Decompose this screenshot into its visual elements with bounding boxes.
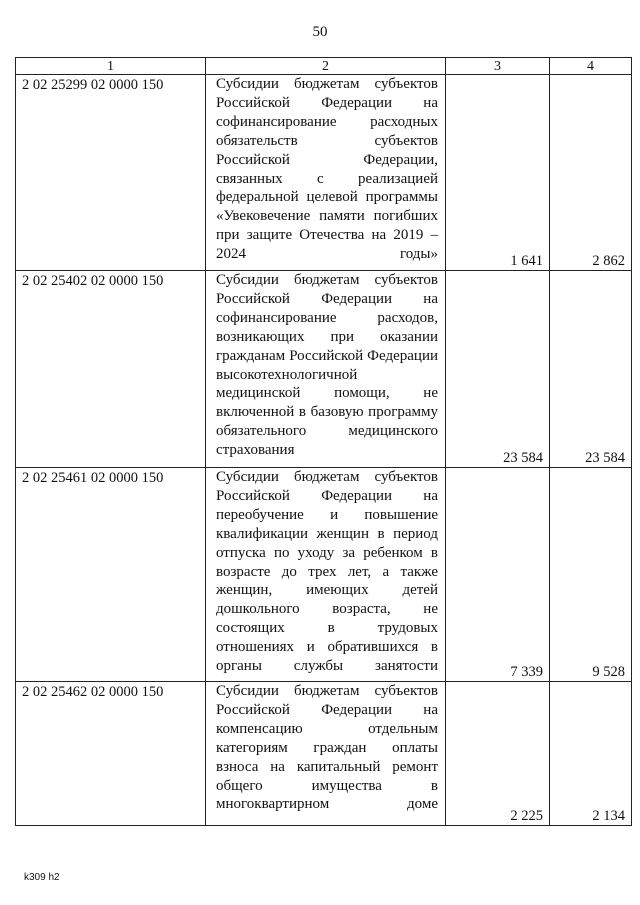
- amount-col3-cell: 1 641: [446, 75, 550, 271]
- amount-col3-cell: 7 339: [446, 468, 550, 682]
- amount-col3-cell: 2 225: [446, 682, 550, 826]
- budget-code-cell: 2 02 25402 02 0000 150: [16, 271, 206, 468]
- table-row: [16, 682, 632, 826]
- amount-col4-cell: 23 584: [550, 271, 632, 468]
- amount-col4-cell: 2 134: [550, 682, 632, 826]
- column-header-4: 4: [550, 58, 632, 75]
- amount-col4-cell: 2 862: [550, 75, 632, 271]
- amount-col4-cell: 9 528: [550, 468, 632, 682]
- description-cell: Субсидии бюджетам субъектов Российской Федерации на софинансирование расходных обязательств субъектов Российской Федерации, связанных с реализацией федеральной целевой программы «Увековечение памяти погибших при защите Отечества на 2019 – 2024 годы»: [206, 75, 446, 271]
- amount-col3-cell: 23 584: [446, 271, 550, 468]
- column-header-1: 1: [16, 58, 206, 75]
- table-header-row: [16, 58, 632, 75]
- description-cell: Субсидии бюджетам субъектов Российской Федерации на компенсацию отдельным категориям граждан оплаты взноса на капитальный ремонт общего имущества в многоквартирном доме: [206, 682, 446, 826]
- column-header-3: 3: [446, 58, 550, 75]
- description-cell: Субсидии бюджетам субъектов Российской Федерации на переобучение и повышение квалификации женщин в период отпуска по уходу за ребенком в возрасте до трех лет, а также женщин, имеющих детей дошкольного возраста, не состоящих в трудовых отношениях и обратившихся в органы службы занятости: [206, 468, 446, 682]
- budget-code-cell: 2 02 25461 02 0000 150: [16, 468, 206, 682]
- table-row: [16, 468, 632, 682]
- table-row: [16, 75, 632, 271]
- page-number: 50: [312, 24, 328, 40]
- table-row: [16, 271, 632, 468]
- budget-table: [15, 57, 632, 826]
- column-header-2: 2: [206, 58, 446, 75]
- document-code: k309 h2: [24, 872, 60, 883]
- budget-code-cell: 2 02 25299 02 0000 150: [16, 75, 206, 271]
- budget-code-cell: 2 02 25462 02 0000 150: [16, 682, 206, 826]
- description-cell: Субсидии бюджетам субъектов Российской Федерации на софинансирование расходов, возникающих при оказании гражданам Российской Федерации высокотехнологичной медицинской помощи, не включенной в базовую программу обязательного медицинского страхования: [206, 271, 446, 468]
